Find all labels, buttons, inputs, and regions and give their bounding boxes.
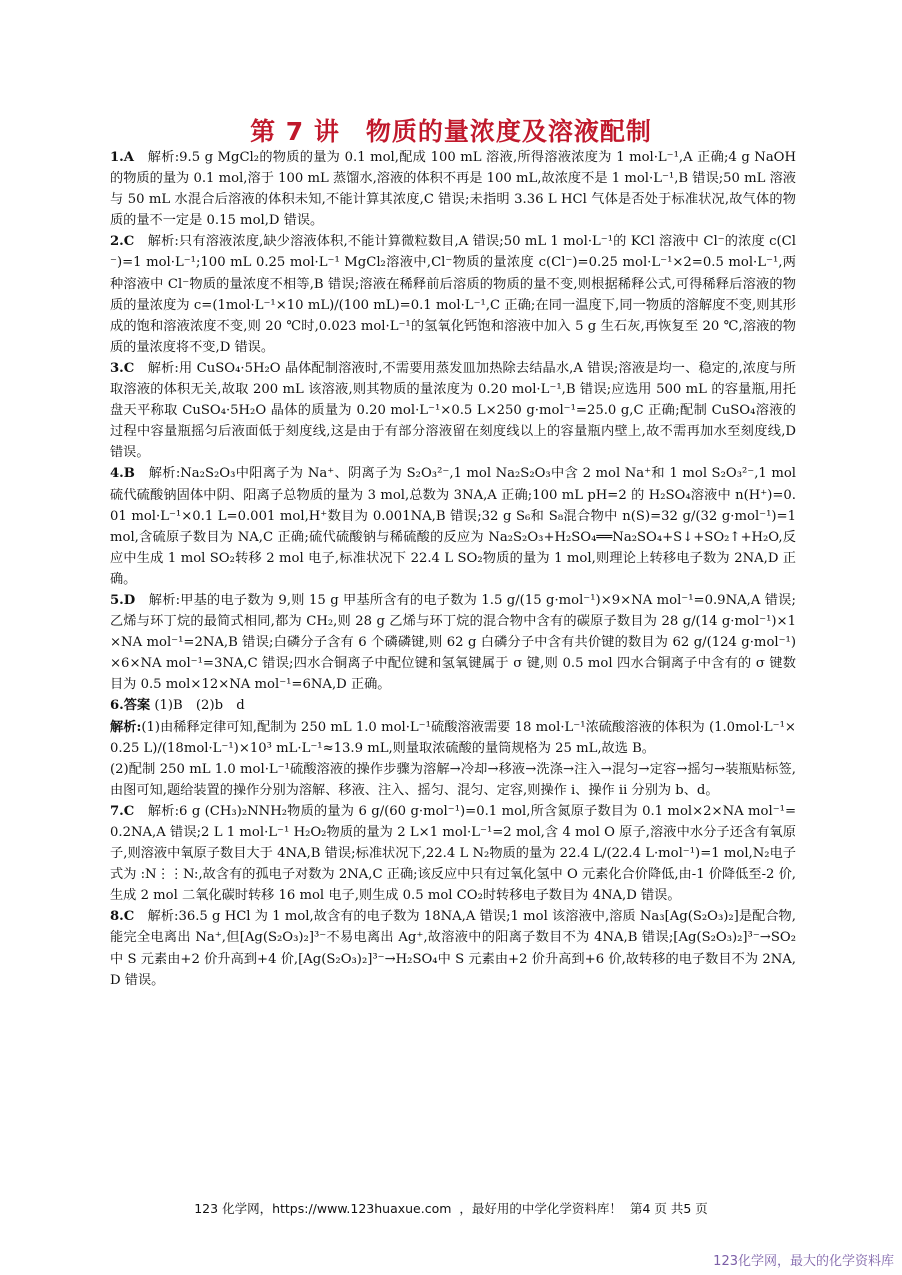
- item-text: (1)由稀释定律可知,配制为 250 mL 1.0 mol·L⁻¹硫酸溶液需要 18 mol·L⁻¹浓硫酸溶液的体积为 (1.0mol·L⁻¹×0.25 L)/(18mol·L⁻¹)×10³ mL·L⁻¹≈13.9 mL,则量取浓硫酸的量筒规格为 25 mL,故选 B。: [110, 719, 796, 756]
- answer-item-8: [110, 906, 796, 990]
- item-number: 3.C: [110, 360, 135, 376]
- item-number: 1.A: [110, 150, 134, 165]
- answer-item-7: [110, 801, 796, 906]
- item-number: 4.B: [110, 466, 135, 482]
- item-text: 解析:36.5 g HCl 为 1 mol,故含有的电子数为 18NA,A 错误;1 mol 该溶液中,溶质 Na₃[Ag(S₂O₃)₂]是配合物,能完全电离出 Na⁺,但[Ag(S₂O₃)₂]³⁻不易电离出 Ag⁺,故溶液中的阳离子数目不为 4NA,B 错误;[Ag(S₂O₃)₂]³⁻→SO₂中 S 元素由+2 价升高到+4 价,[Ag(S₂O₃)₂]³⁻→H₂SO₄中 S 元素由+2 价升高到+6 价,故转移的电子数目不为 2NA,D 错误。: [110, 909, 796, 988]
- item-number: 2.C: [110, 234, 135, 250]
- answer-item-6-analysis: [110, 717, 796, 759]
- item-number: 7.C: [110, 803, 135, 819]
- item-text: 解析:6 g (CH₃)₂NNH₂物质的量为 6 g/(60 g·mol⁻¹)=0.1 mol,所含氮原子数目为 0.1 mol×2×NA mol⁻¹=0.2NA,A 错误;2 L 1 mol·L⁻¹ H₂O₂物质的量为 2 L×1 mol·L⁻¹=2 mol,含 4 mol O 原子,溶液中水分子还含有氧原子,则溶液中氧原子数目大于 4NA,B 错误;标准状况下,22.4 L N₂物质的量为 22.4 L/(22.4 L·mol⁻¹)=1 mol,N₂电子式为 :N⋮⋮N:,故含有的孤电子对数为 2NA,C 正确;该反应中只有过氧化氢中 O 元素化合价降低,由-1 价降低至-2 价,生成 2 mol 二氧化碳时转移 16 mol 电子,则生成 0.5 mol CO₂时转移电子数目为 4NA,D 错误。: [110, 803, 796, 904]
- answer-item-3: [110, 358, 796, 463]
- item-text: 解析:9.5 g MgCl₂的物质的量为 0.1 mol,配成 100 mL 溶液,所得溶液浓度为 1 mol·L⁻¹,A 正确;4 g NaOH 的物质的量为 0.1 mol,溶于 100 mL 蒸馏水,溶液的体积不再是 100 mL,故浓度不是 1 mol·L⁻¹,B 错误;50 mL 溶液与 50 mL 水混合后溶液的体积未知,不能计算其浓度,C 错误;未指明 3.36 L HCl 气体是否处于标准状况,故气体的物质的量不一定是 0.15 mol,D 错误。: [110, 150, 796, 229]
- brand-watermark: 123化学网，最大的化学资料库: [713, 1254, 894, 1269]
- item-text: 解析:甲基的电子数为 9,则 15 g 甲基所含有的电子数为 1.5 g/(15 g·mol⁻¹)×9×NA mol⁻¹=0.9NA,A 错误;乙烯与环丁烷的最简式相同,都为 CH₂,则 28 g 乙烯与环丁烷的混合物中含有的碳原子数目为 28 g/(14 g·mol⁻¹)×1×NA mol⁻¹=2NA,B 错误;白磷分子含有 6 个磷磷键,则 62 g 白磷分子中含有共价键的数目为 62 g/(124 g·mol⁻¹)×6×NA mol⁻¹=3NA,C 错误;四水合铜离子中配位键和氢氧键属于 σ 键,则 0.5 mol 四水合铜离子中含有的 σ 键数目为 0.5 mol×12×NA mol⁻¹=6NA,D 正确。: [110, 592, 796, 693]
- item-number: 解析:: [110, 719, 142, 735]
- footer-page-number: 第4 页 共5 页: [629, 1201, 708, 1216]
- item-text: 解析:Na₂S₂O₃中阳离子为 Na⁺、阴离子为 S₂O₃²⁻,1 mol Na₂S₂O₃中含 2 mol Na⁺和 1 mol S₂O₃²⁻,1 mol 硫代硫酸钠固体中阴、阳离子总物质的量为 3 mol,总数为 3NA,A 正确;100 mL pH=2 的 H₂SO₄溶液中 n(H⁺)=0.01 mol·L⁻¹×0.1 L=0.001 mol,H⁺数目为 0.001NA,B 错误;32 g S₆和 S₈混合物中 n(S)=32 g/(32 g·mol⁻¹)=1 mol,含硫原子数目为 NA,C 正确;硫代硫酸钠与稀硫酸的反应为 Na₂S₂O₃+H₂SO₄══Na₂SO₄+S↓+SO₂↑+H₂O,反应中生成 1 mol SO₂转移 2 mol 电子,标准状况下 22.4 L SO₂物质的量为 1 mol,则理论上转移电子数为 2NA,D 正确。: [110, 466, 796, 587]
- answer-item-4: [110, 463, 796, 590]
- item-text: 解析:用 CuSO₄·5H₂O 晶体配制溶液时,不需要用蒸发皿加热除去结晶水,A 错误;溶液是均一、稳定的,浓度与所取溶液的体积无关,故取 200 mL 该溶液,则其物质的量浓度为 0.20 mol·L⁻¹,B 错误;应选用 500 mL 的容量瓶,用托盘天平称取 CuSO₄·5H₂O 晶体的质量为 0.20 mol·L⁻¹×0.5 L×250 g·mol⁻¹=25.0 g,C 正确;配制 CuSO₄溶液的过程中容量瓶摇匀后液面低于刻度线,这是由于有部分溶液留在刻度线以上的容量瓶内壁上,故不需再加水至刻度线,D 错误。: [110, 360, 796, 461]
- footer-slogan: ，最好用的中学化学资料库！: [459, 1201, 622, 1216]
- page-title: 第 7 讲 物质的量浓度及溶液配制: [250, 117, 652, 146]
- answer-item-1: [110, 147, 796, 231]
- item-text: (2)配制 250 mL 1.0 mol·L⁻¹硫酸溶液的操作步骤为溶解→冷却→移液→洗涤→注入→混匀→定容→摇匀→装瓶贴标签,由图可知,题给装置的操作分别为溶解、移液、注入、摇匀、混匀、定容,则操作 ⅰ、操作 ⅱ 分别为 b、d。: [110, 761, 796, 798]
- answer-item-6-analysis-2: [110, 759, 796, 801]
- document-body: [110, 147, 796, 991]
- item-number: 8.C: [110, 909, 135, 925]
- answer-item-6: [110, 695, 796, 716]
- item-text: (1)B (2)b d: [150, 698, 245, 714]
- answer-item-2: [110, 231, 796, 358]
- page-footer: [0, 1199, 902, 1217]
- footer-site[interactable]: 123 化学网，https://www.123huaxue.com: [194, 1201, 452, 1216]
- item-text: 解析:只有溶液浓度,缺少溶液体积,不能计算微粒数目,A 错误;50 mL 1 mol·L⁻¹的 KCl 溶液中 Cl⁻的浓度 c(Cl⁻)=1 mol·L⁻¹;100 mL 0.25 mol·L⁻¹ MgCl₂溶液中,Cl⁻物质的量浓度 c(Cl⁻)=0.25 mol·L⁻¹×2=0.5 mol·L⁻¹,两种溶液中 Cl⁻物质的量浓度不相等,B 错误;溶液在稀释前后溶质的物质的量不变,则根据稀释公式,可得稀释后溶液的物质的量浓度为 c=(1mol·L⁻¹×10 mL)/(100 mL)=0.1 mol·L⁻¹,C 正确;在同一温度下,同一物质的溶解度不变,则其形成的饱和溶液浓度不变,则 20 ℃时,0.023 mol·L⁻¹的氢氧化钙饱和溶液中加入 5 g 生石灰,再恢复至 20 ℃,溶液的物质的量浓度将不变,D 错误。: [110, 234, 796, 355]
- item-number: 5.D: [110, 592, 136, 608]
- item-number: 6.答案: [110, 698, 151, 714]
- answer-item-5: [110, 590, 796, 695]
